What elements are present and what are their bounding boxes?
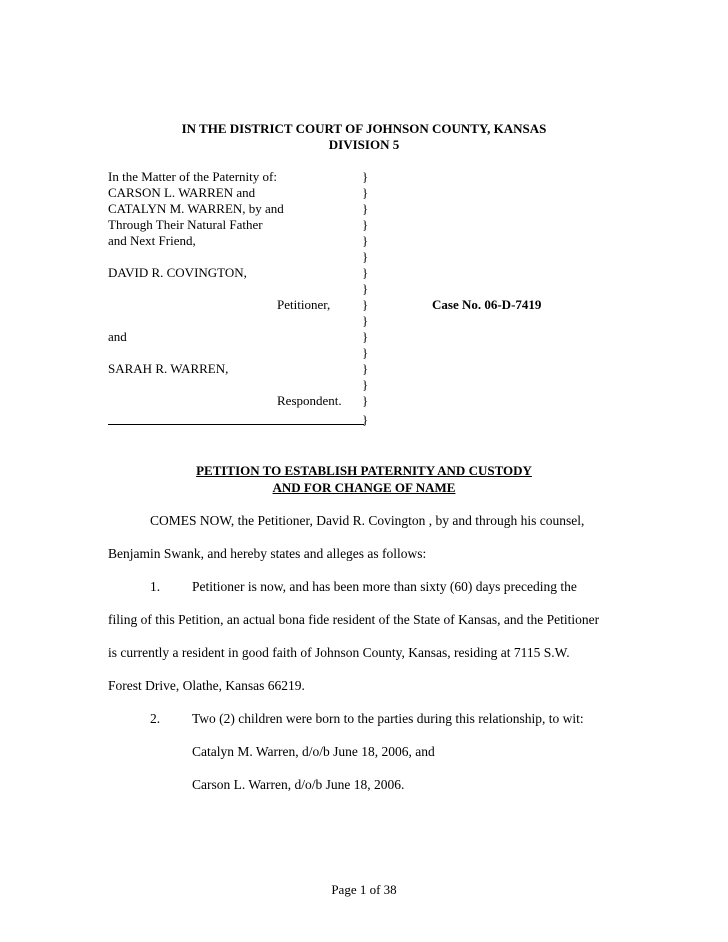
caption-brace: }	[362, 361, 369, 376]
caption-brace: }	[362, 393, 369, 408]
petition-title: PETITION TO ESTABLISH PATERNITY AND CUSTODY	[196, 463, 532, 478]
paragraph-line: Two (2) children were born to the parties during this relationship, to wit:	[192, 711, 584, 726]
caption-brace: }	[362, 281, 369, 296]
caption-line: and Next Friend,	[108, 233, 196, 248]
respondent-role: Respondent.	[277, 393, 342, 408]
caption-line: CARSON L. WARREN and	[108, 185, 256, 200]
paragraph-line: Petitioner is now, and has been more than sixty (60) days preceding the	[192, 579, 577, 594]
caption-brace: }	[362, 345, 369, 360]
caption-brace: }	[362, 201, 369, 216]
caption-brace: }	[362, 377, 369, 392]
child-entry: Catalyn M. Warren, d/o/b June 18, 2006, and	[192, 744, 435, 759]
court-division: DIVISION 5	[328, 137, 400, 152]
child-entry: Carson L. Warren, d/o/b June 18, 2006.	[192, 777, 405, 792]
caption-line: Through Their Natural Father	[108, 217, 263, 232]
caption-brace: }	[362, 169, 369, 184]
paragraph-number: 2.	[150, 711, 161, 726]
petitioner-name: DAVID R. COVINGTON,	[108, 265, 247, 280]
petitioner-role: Petitioner,	[277, 297, 331, 312]
paragraph-line: is currently a resident in good faith of Johnson County, Kansas, residing at 7115 S.W.	[108, 645, 570, 660]
caption-brace: }	[362, 233, 369, 248]
caption-brace: }	[362, 249, 369, 264]
intro-line: Benjamin Swank, and hereby states and alleges as follows:	[108, 546, 427, 561]
caption-brace: }	[362, 185, 369, 200]
paragraph-number: 1.	[150, 579, 161, 594]
paragraph-line: Forest Drive, Olathe, Kansas 66219.	[108, 678, 305, 693]
court-heading: IN THE DISTRICT COURT OF JOHNSON COUNTY, KANSAS	[181, 121, 547, 136]
respondent-name: SARAH R. WARREN,	[108, 361, 229, 376]
caption-brace: }	[362, 412, 369, 427]
caption-line: In the Matter of the Paternity of:	[108, 169, 277, 184]
intro-line: COMES NOW, the Petitioner, David R. Covington , by and through his counsel,	[150, 513, 585, 528]
caption-brace: }	[362, 329, 369, 344]
caption-and: and	[108, 329, 127, 344]
caption-line: CATALYN M. WARREN, by and	[108, 201, 284, 216]
caption-underline	[108, 424, 364, 425]
caption-brace: }	[362, 217, 369, 232]
page-number: Page 1 of 38	[331, 882, 397, 897]
petition-subtitle: AND FOR CHANGE OF NAME	[272, 480, 456, 495]
caption-brace: }	[362, 313, 369, 328]
case-number: Case No. 06-D-7419	[432, 297, 542, 312]
paragraph-line: filing of this Petition, an actual bona fide resident of the State of Kansas, and the Petitioner	[108, 612, 600, 627]
caption-brace: }	[362, 297, 369, 312]
caption-brace: }	[362, 265, 369, 280]
